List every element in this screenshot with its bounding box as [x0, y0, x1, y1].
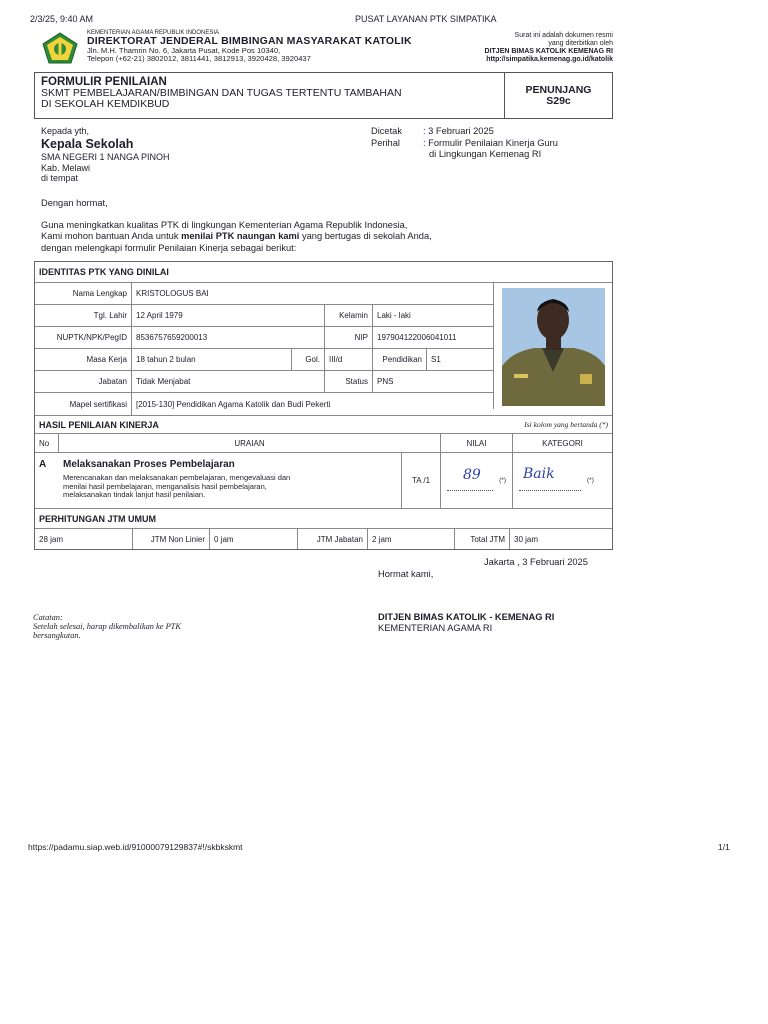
jtm-position-value: 2 jam — [368, 529, 455, 549]
col-description: URAIAN — [59, 434, 441, 452]
handwritten-category: Baik — [523, 465, 555, 482]
kemenag-logo-icon — [42, 32, 78, 64]
body-line-2a: Kami mohon bantuan Anda untuk — [41, 231, 182, 242]
certification-value: [2015-130] Pendidikan Agama Katolik dan Budi Pekerti — [136, 399, 331, 409]
body-line-2c: yang bertugas di sekolah Anda, — [299, 231, 432, 242]
jtm-section-title: PERHITUNGAN JTM UMUM — [39, 513, 156, 524]
item-number: A — [39, 459, 47, 470]
jtm-row — [35, 529, 612, 549]
letterhead-phone: Telepon (+62-21) 3802012, 3811441, 3812913, 3920428, 3920437 — [87, 54, 311, 64]
jtm-total-value: 30 jam — [514, 534, 539, 544]
note-line-2: bersangkutan. — [33, 630, 81, 640]
fill-hint: Isi kolom yang bertanda (*) — [524, 420, 608, 429]
name-label: Nama Lengkap — [35, 283, 132, 304]
ministry-name: KEMENTERIAN AGAMA REPUBLIK INDONESIA — [87, 30, 220, 36]
letter-body — [41, 220, 511, 254]
identity-row-name — [35, 283, 493, 305]
print-timestamp: 2/3/25, 9:40 AM — [30, 14, 94, 24]
education-label: Pendidikan — [373, 349, 427, 370]
body-line-1: Guna meningkatkan kualitas PTK di lingkungan Kementerian Agama Republik Indonesia, — [41, 220, 408, 230]
addressee-role: Kepala Sekolah — [41, 136, 134, 151]
item-title: Melaksanakan Proses Pembelajaran — [63, 459, 235, 470]
position-value: Tidak Menjabat — [132, 371, 325, 392]
certification-label: Mapel sertifikasi — [35, 393, 132, 415]
note-line-1: Setelah selesai, harap dikembalikan ke PTK — [33, 621, 181, 631]
identity-section-title: IDENTITAS PTK YANG DINILAI — [39, 267, 169, 277]
authenticity-line-2: yang diterbitkan oleh — [548, 40, 613, 48]
identity-section-header — [35, 262, 612, 283]
identity-row-certification — [35, 393, 493, 415]
gender-value: Laki - laki — [377, 311, 411, 320]
jtm-section-header — [35, 509, 612, 529]
subject-line-1: : Formulir Penilaian Kinerja Guru — [423, 137, 558, 148]
signer-block — [378, 612, 554, 634]
grade-label: Gol. — [292, 349, 325, 370]
dob-label: Tgl. Lahir — [35, 305, 132, 326]
education-value: S1 — [431, 355, 441, 364]
form-type: PENUNJANG — [525, 84, 592, 96]
status-label: Status — [325, 371, 373, 392]
score-required-mark: (*) — [499, 477, 506, 484]
body-line-2-bold: menilai PTK naungan kami — [181, 231, 300, 242]
print-footer-page: 1/1 — [718, 842, 730, 852]
document-authenticity-note — [430, 32, 613, 64]
identity-row-nuptk — [35, 327, 493, 349]
greeting: Dengan hormat, — [41, 198, 108, 208]
item-year: TA /1 — [401, 453, 441, 508]
body-line-3: dengan melengkapi formulir Penilaian Kinerja sebagai berikut: — [41, 242, 297, 253]
subject-line-2: di Lingkungan Kemenag RI — [429, 149, 542, 160]
subject-value — [423, 138, 558, 161]
nuptk-label: NUPTK/NPK/PegID — [35, 327, 132, 348]
performance-section-header — [35, 415, 612, 434]
addressee-region: Kab. Melawi — [41, 162, 91, 173]
print-header-title: PUSAT LAYANAN PTK SIMPATIKA — [355, 14, 497, 24]
letterhead — [87, 30, 412, 63]
position-label: Jabatan — [35, 371, 132, 392]
letter-meta — [371, 126, 558, 161]
gender-label: Kelamin — [325, 305, 373, 326]
tenure-label: Masa Kerja — [35, 349, 132, 370]
col-no: No — [35, 434, 59, 452]
item-desc-3: melaksanakan tindak lanjut hasil penilaian. — [63, 490, 206, 500]
performance-section-title: HASIL PENILAIAN KINERJA — [39, 419, 159, 430]
teacher-photo — [502, 288, 605, 406]
subject-label: Perihal — [371, 137, 400, 148]
jtm-nonlinear-value: 0 jam — [210, 529, 298, 549]
note-block — [33, 614, 181, 640]
note-label: Catatan: — [33, 613, 63, 622]
identity-row-tenure — [35, 349, 493, 371]
status-value: PNS — [377, 377, 394, 386]
addressee-place: di tempat — [41, 173, 79, 184]
identity-row-position — [35, 371, 493, 393]
category-required-mark: (*) — [587, 477, 594, 484]
printed-label: Dicetak — [371, 126, 403, 136]
printed-value: : 3 Februari 2025 — [423, 126, 494, 136]
issuer-name: DITJEN BIMAS KATOLIK KEMENAG RI — [484, 48, 613, 56]
nip-label: NIP — [325, 327, 373, 348]
identity-row-dob — [35, 305, 493, 327]
signature-closing: Hormat kami, — [378, 569, 434, 579]
photo-cell — [493, 283, 613, 409]
signature-date: Jakarta , 3 Februari 2025 — [484, 557, 588, 567]
jtm-position-label: JTM Jabatan — [298, 529, 368, 549]
signer-org-1: DITJEN BIMAS KATOLIK - KEMENAG RI — [378, 612, 555, 622]
grade-value: III/d — [325, 349, 373, 370]
print-footer-url: https://padamu.siap.web.id/9100007912983​7#!/skbkskmt — [28, 842, 243, 852]
letterhead-address: Jln. M.H. Thamrin No. 6, Jakarta Pusat, Kode Pos 10340, — [87, 46, 281, 56]
form-subtitle-1: SKMT PEMBELAJARAN/BIMBINGAN DAN TUGAS TERTENTU TAMBAHAN — [41, 87, 402, 100]
form-title-box — [34, 72, 613, 119]
handwritten-score: 89 — [463, 466, 481, 483]
jtm-base-value: 28 jam — [35, 529, 133, 549]
item-description-cell — [59, 453, 401, 508]
form-subtitle-2: DI SEKOLAH KEMDIKBUD — [41, 98, 170, 111]
score-cell[interactable] — [441, 453, 513, 508]
tenure-value: 18 tahun 2 bulan — [132, 349, 292, 370]
performance-item-row — [35, 453, 612, 509]
addressee-block — [41, 126, 170, 184]
form-code: S29c — [546, 95, 571, 108]
name-value: KRISTOLOGUS BAI — [136, 289, 209, 298]
col-category: KATEGORI — [542, 438, 583, 448]
dob-value: 12 April 1979 — [132, 305, 325, 326]
item-desc-1: Merencanakan dan melaksanakan pembelajaran, mengevaluasi dan — [63, 473, 291, 482]
addressee-salutation: Kepada yth, — [41, 126, 90, 136]
form-title: FORMULIR PENILAIAN — [41, 76, 167, 88]
nuptk-value: 8536757659200013 — [132, 327, 325, 348]
performance-columns — [35, 434, 612, 453]
assessment-table — [34, 261, 613, 550]
issuer-url: http://simpatika.kemenag.go.id/katolik — [486, 56, 613, 64]
addressee-school: SMA NEGERI 1 NANGA PINOH — [41, 151, 170, 162]
signer-org-2: KEMENTERIAN AGAMA RI — [378, 623, 493, 634]
directorate-name: DIREKTORAT JENDERAL BIMBINGAN MASYARAKAT KATOLIK — [87, 35, 412, 48]
jtm-nonlinear-label: JTM Non Linier — [133, 529, 210, 549]
col-score: NILAI — [441, 434, 513, 452]
body-line-2 — [41, 231, 511, 242]
nip-value: 197904122006041011 — [377, 333, 457, 342]
jtm-total-label: Total JTM — [455, 529, 510, 549]
item-desc-2: menilai hasil pembelajaran, menganalisis hasil pembelajaran, — [63, 481, 267, 491]
category-cell[interactable] — [513, 453, 612, 508]
authenticity-line-1: Surat ini adalah dokumen resmi — [514, 32, 613, 39]
